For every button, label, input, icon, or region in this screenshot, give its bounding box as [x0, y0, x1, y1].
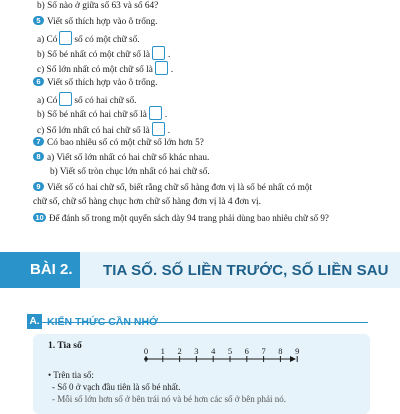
exercise-text: .: [170, 65, 174, 75]
exercise-6c: [37, 122, 170, 137]
exercise-text: .: [167, 50, 171, 60]
exercise-text: b) Số bé nhất có hai chữ số là: [37, 110, 147, 120]
exercise-text: Viết số thích hợp vào ô trống.: [47, 78, 158, 88]
answer-box[interactable]: [155, 61, 168, 75]
exercise-text: a) Có: [37, 96, 58, 106]
exercise-text: b) Viết số tròn chục lớn nhất có hai chữ số.: [50, 167, 210, 177]
answer-box[interactable]: [149, 106, 162, 120]
exercise-text: a) Có: [37, 35, 58, 45]
exercise-text: a) Viết số lớn nhất có hai chữ số khác nhau.: [47, 153, 210, 163]
answer-box[interactable]: [152, 122, 165, 136]
exercise-text: số có hai chữ số.: [74, 96, 137, 106]
exercise-number-badge: 10: [33, 213, 46, 222]
number-line-tick-label: 4: [211, 346, 216, 356]
exercise-5b: [37, 46, 170, 61]
exercise-number-badge: 5: [33, 16, 44, 25]
exercise-6b: [37, 106, 167, 121]
exercise-text: .: [164, 110, 168, 120]
exercise-10: [33, 212, 329, 224]
exercise-text: b) Số nào ở giữa số 63 và số 64?: [37, 1, 159, 11]
number-line-tick-label: 0: [143, 346, 149, 356]
number-line-tick-label: 5: [227, 346, 233, 356]
number-line-tick-label: 7: [261, 346, 266, 356]
lesson-title: TIA SỐ. SỐ LIỀN TRƯỚC, SỐ LIỀN SAU: [103, 262, 389, 279]
number-line-tick-label: 6: [244, 346, 249, 356]
lesson-number: BÀI 2.: [30, 261, 73, 278]
exercise-text: c) Số lớn nhất có một chữ số là: [37, 65, 153, 75]
answer-box[interactable]: [152, 46, 165, 60]
exercise-7: [33, 137, 204, 149]
number-line-tick-label: 8: [278, 346, 283, 356]
number-line-tick-label: 3: [194, 346, 199, 356]
number-line-tick-label: 1: [160, 346, 165, 356]
panel-heading: 1. Tia số: [48, 341, 82, 351]
exercise-text: Có bao nhiêu số có một chữ số lớn hơn 5?: [47, 138, 204, 148]
panel-bullet: • Trên tia số:: [48, 370, 94, 380]
exercise-4b: [37, 0, 158, 12]
exercise-5c: [37, 61, 173, 76]
exercise-5a: [37, 31, 140, 46]
section-title: KIẾN THỨC CẦN NHỚ: [47, 316, 158, 328]
exercise-text: Viết số có hai chữ số, biết rằng chữ số hàng đơn vị là số bé nhất có một: [47, 183, 313, 193]
exercise-text: b) Số bé nhất có một chữ số là: [37, 50, 150, 60]
exercise-6: [33, 77, 157, 89]
exercise-text: .: [167, 126, 171, 136]
number-line-tick-label: 2: [177, 346, 182, 356]
exercise-8b: [50, 166, 210, 178]
exercise-text: Viết số thích hợp vào ô trống.: [47, 17, 158, 27]
exercise-number-badge: 6: [33, 77, 44, 86]
panel-line-2: - Mỗi số lớn hơn số ở bên trái nó và bé hơn các số ở bên phải nó.: [52, 394, 287, 404]
exercise-9: [33, 182, 312, 194]
exercise-text: Để đánh số trong một quyển sách dày 94 trang phải dùng bao nhiêu chữ số 9?: [49, 213, 329, 223]
answer-box[interactable]: [59, 92, 72, 106]
exercise-6a: [37, 92, 137, 107]
exercise-text: c) Số lớn nhất có hai chữ số là: [37, 126, 150, 136]
section-letter: A.: [27, 314, 42, 329]
exercise-8a: [33, 152, 209, 164]
answer-box[interactable]: [59, 31, 72, 45]
exercise-number-badge: 9: [33, 182, 44, 191]
exercise-number-badge: 8: [33, 152, 44, 161]
exercise-text: số có một chữ số.: [74, 35, 140, 45]
panel-line-1: - Số 0 ở vạch đầu tiên là số bé nhất.: [52, 382, 181, 392]
exercise-5: [33, 16, 157, 28]
exercise-text: chữ số, chữ số hàng chục hơn chữ số hàng đơn vị là 4 đơn vị.: [33, 197, 261, 207]
number-line-tick-label: 9: [295, 346, 300, 356]
exercise-9-cont: [33, 196, 261, 208]
exercise-number-badge: 7: [33, 137, 44, 146]
